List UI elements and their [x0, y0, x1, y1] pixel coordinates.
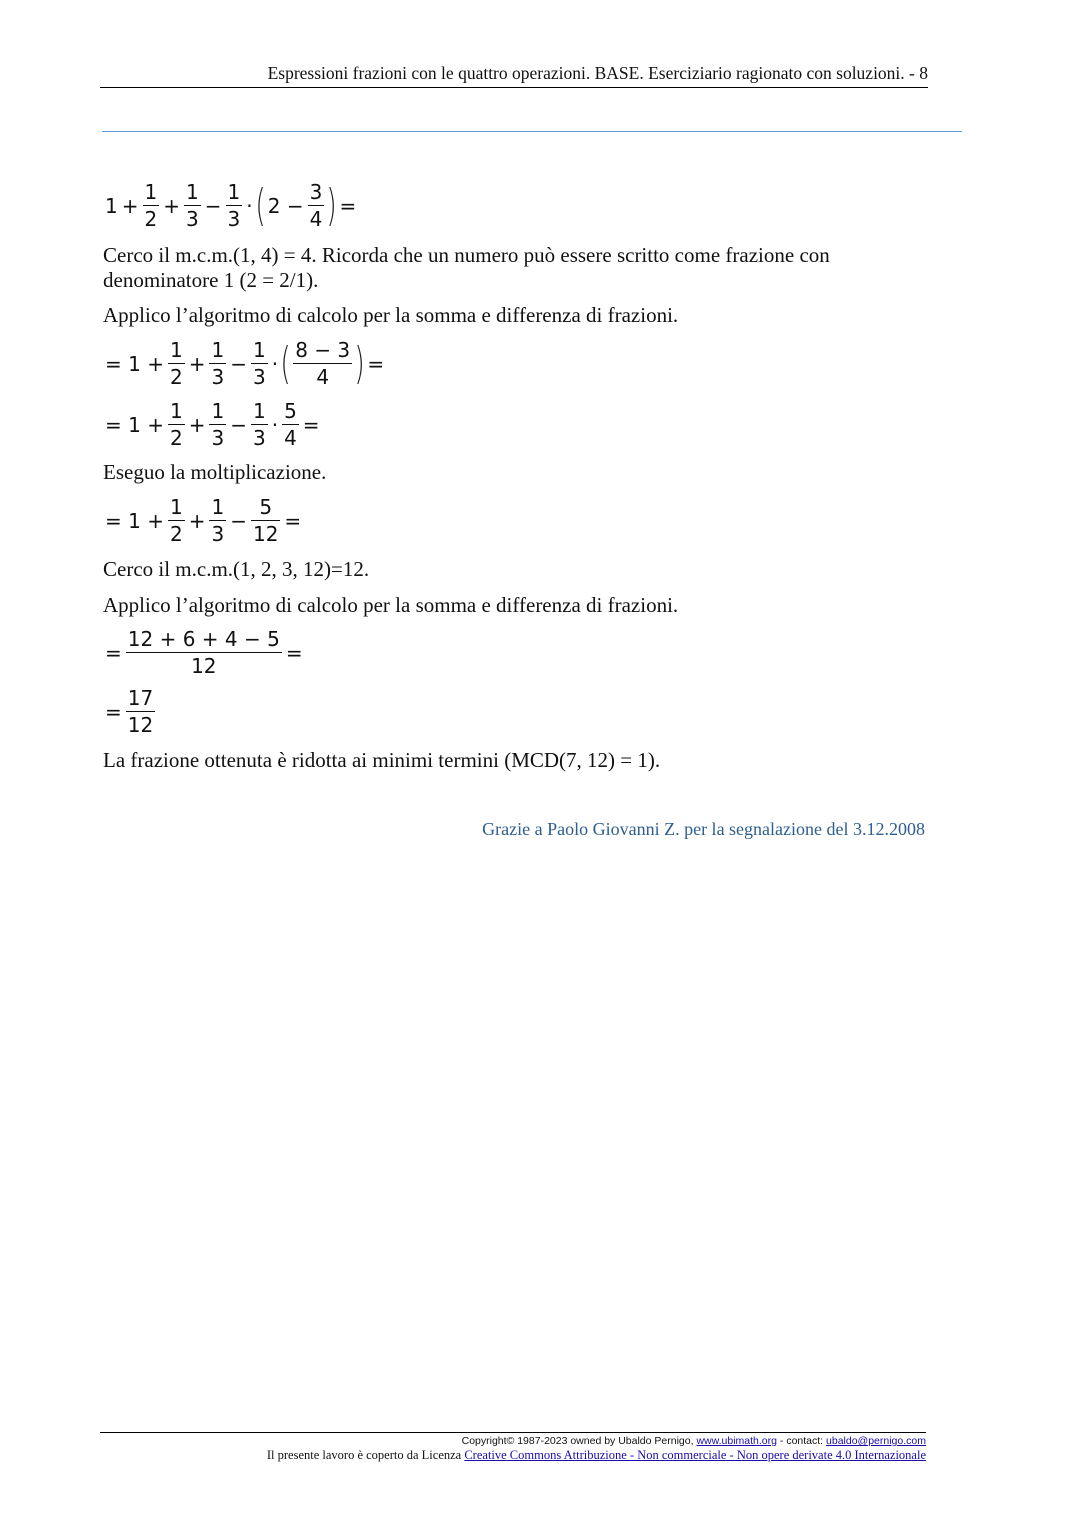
- paragraph-algorithm-1: Applico l’algoritmo di calcolo per la somma e differenza di frazioni.: [103, 303, 679, 327]
- fraction: $\frac{1}{3}$: [211, 399, 225, 450]
- acknowledgement: Grazie a Paolo Giovanni Z. per la segnalazione del 3.12.2008: [482, 819, 925, 839]
- footer-license-line: Il presente lavoro è coperto da Licenza Creative Commons Attribuzione - Non commerciale - Non opere derivate 4.0 Internazionale: [266, 1448, 926, 1462]
- fraction: $\frac{12 + 6 + 4 - 5}{12}$: [127, 627, 280, 678]
- fraction: $\frac{1}{3}$: [186, 180, 199, 231]
- paragraph-mcm-2: Cerco il m.c.m.(1, 2, 3, 12)=12.: [103, 557, 370, 581]
- license-link[interactable]: Creative Commons Attribuzione - Non commerciale - Non opere derivate 4.0 Internazionale: [464, 1448, 926, 1462]
- expression-4: = 1 + $\frac{1}{2}$ + $\frac{1}{3}$ − $\frac{5}{12}$ =: [105, 495, 302, 546]
- fraction: $\frac{1}{3}$: [211, 338, 225, 389]
- fraction: $\frac{1}{2}$: [169, 495, 183, 546]
- expression-5: = $\frac{12 + 6 + 4 - 5}{12}$ =: [105, 627, 303, 678]
- paragraph-multiplication: Eseguo la moltiplicazione.: [103, 460, 327, 484]
- fraction: $\frac{17}{12}$: [127, 686, 154, 737]
- fraction: $\frac{1}{3}$: [252, 338, 266, 389]
- page-footer: [100, 1432, 926, 1463]
- fraction: $\frac{1}{3}$: [211, 495, 225, 546]
- page-header: [100, 62, 928, 88]
- expression-3: = 1 + $\frac{1}{2}$ + $\frac{1}{3}$ − $\frac{1}{3}$ · $\frac{5}{4}$ =: [105, 399, 320, 450]
- fraction: $\frac{5}{12}$: [252, 495, 279, 546]
- fraction: $\frac{3}{4}$: [309, 180, 323, 231]
- fraction: $\frac{1}{3}$: [227, 180, 241, 231]
- email-link[interactable]: ubaldo@pernigo.com: [826, 1435, 926, 1447]
- paragraph-algorithm-2: Applico l’algoritmo di calcolo per la somma e differenza di frazioni.: [103, 593, 679, 617]
- expression-2: = 1 + $\frac{1}{2}$ + $\frac{1}{3}$ − $\frac{1}{3}$ · ( $\frac{8 - 3}{4}$ ) =: [105, 337, 385, 389]
- footer-copyright-line: Copyright© 1987-2023 owned by Ubaldo Pernigo, www.ubimath.org - contact: ubaldo@pernigo.com: [461, 1435, 926, 1447]
- fraction: $\frac{5}{4}$: [284, 399, 297, 450]
- paragraph-conclusion: La frazione ottenuta è ridotta ai minimi termini (MCD(7, 12) = 1).: [103, 748, 661, 772]
- fraction: $\frac{8 - 3}{4}$: [295, 338, 351, 389]
- paragraph-mcm-1: Cerco il m.c.m.(1, 4) = 4. Ricorda che un numero può essere scritto come frazione con denominatore 1 (2 = 2/1).: [103, 243, 830, 292]
- header-title: Espressioni frazioni con le quattro operazioni. BASE. Eserciziario ragionato con soluzioni. - 8: [267, 63, 928, 83]
- fraction: $\frac{1}{3}$: [252, 399, 266, 450]
- fraction: $\frac{1}{2}$: [169, 338, 183, 389]
- site-link[interactable]: www.ubimath.org: [696, 1435, 777, 1447]
- divider: [102, 131, 962, 132]
- expression-result: = $\frac{17}{12}$: [105, 686, 154, 737]
- expression-1: 1 + $\frac{1}{2}$ + $\frac{1}{3}$ − $\frac{1}{3}$ · ( 2 − $\frac{3}{4}$ ) =: [105, 179, 357, 231]
- fraction: $\frac{1}{2}$: [169, 399, 183, 450]
- fraction: $\frac{1}{2}$: [144, 180, 158, 231]
